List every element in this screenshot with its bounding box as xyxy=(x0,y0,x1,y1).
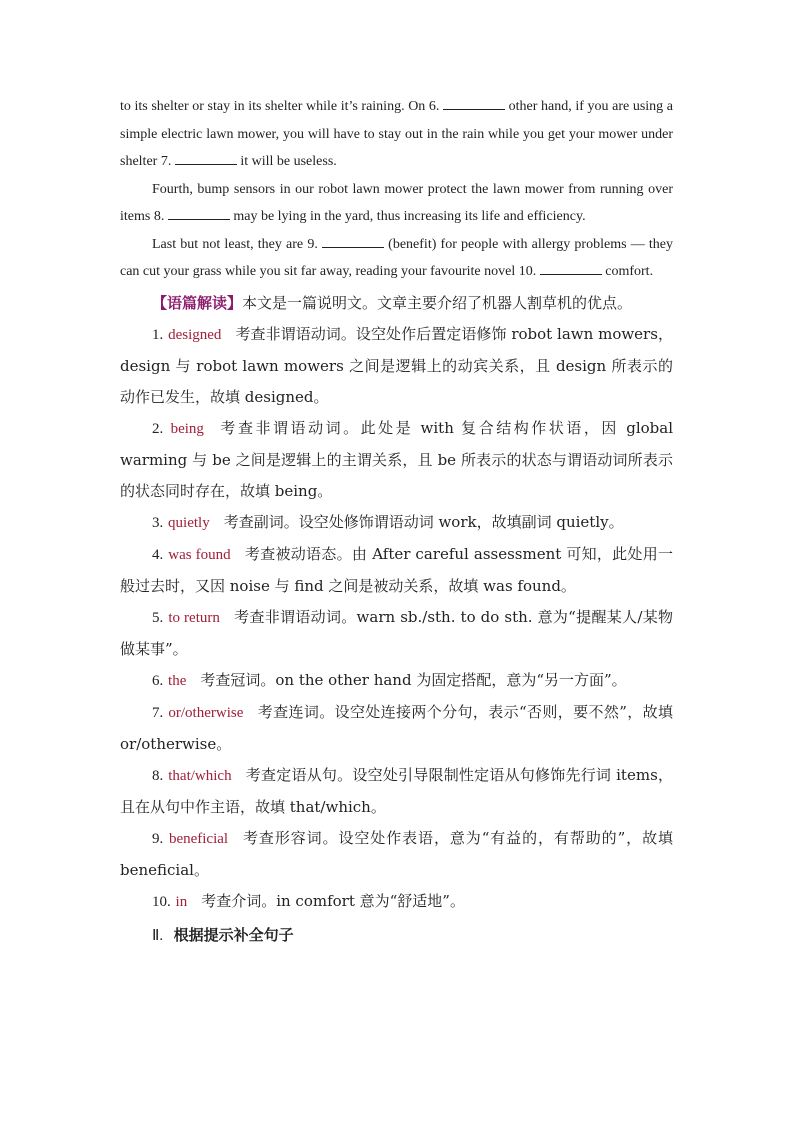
answer-value: was found xyxy=(168,546,231,563)
answer-item xyxy=(120,539,673,602)
passage-text: comfort. xyxy=(601,264,654,279)
answer-item xyxy=(120,413,673,507)
page-content xyxy=(120,93,673,952)
answer-value: beneficial xyxy=(168,830,229,847)
answer-number: 4. xyxy=(152,546,164,563)
section-title: 根据提示补全句子 xyxy=(173,925,294,944)
blank-10 xyxy=(540,262,602,275)
blank-7 xyxy=(175,152,237,165)
answer-item xyxy=(120,319,673,413)
passage-text: other hand, if you are using a simple electric lawn mower, you will have to stay out in the rain while you get your mower under shelter 7. xyxy=(120,99,673,169)
answer-explanation: 考查非谓语动词。此处是 with 复合结构作状语，因 global warming 与 be 之间是逻辑上的主谓关系，且 be 所表示的状态与谓语动词所表示的状态同时存在，故填 being。 xyxy=(120,418,673,500)
answer-item xyxy=(120,760,673,823)
analysis-tag: 【语篇解读】 xyxy=(152,293,243,312)
section-heading xyxy=(120,920,673,952)
passage-text: (benefit) for people with allergy problems — they can cut your grass while you sit far away, reading your favourite novel 10. xyxy=(120,236,673,279)
answer-explanation: 考查连词。设空处连接两个分句，表示“否则，要不然”，故填 or/otherwise。 xyxy=(120,702,673,753)
answer-item xyxy=(120,697,673,760)
answer-explanation: 考查介词。in comfort 意为“舒适地”。 xyxy=(201,891,465,910)
answer-list xyxy=(120,319,673,918)
passage-paragraph-3 xyxy=(120,231,673,286)
passage-text: to its shelter or stay in its shelter while it’s raining. On 6. xyxy=(120,99,444,114)
answer-item xyxy=(120,507,673,539)
answer-explanation: 考查副词。设空处修饰谓语动词 work，故填副词 quietly。 xyxy=(223,512,624,531)
passage-text: may be lying in the yard, thus increasing its life and efficiency. xyxy=(229,209,586,224)
answer-explanation: 考查非谓语动词。设空处作后置定语修饰 robot lawn mowers，design 与 robot lawn mowers 之间是逻辑上的动宾关系，且 design 所表示的动作已发生，故填 designed。 xyxy=(120,324,673,406)
answer-value: to return xyxy=(168,609,220,626)
passage-text: Last but not least, they are 9. xyxy=(152,236,322,252)
answer-number: 8. xyxy=(152,767,164,784)
answer-explanation: 考查定语从句。设空处引导限制性定语从句修饰先行词 items，且在从句中作主语，故填 that/which。 xyxy=(120,765,673,816)
answer-number: 10. xyxy=(152,893,171,910)
answer-explanation: 考查非谓语动词。warn sb./sth. to do sth. 意为“提醒某人/某物做某事”。 xyxy=(120,607,673,658)
answer-number: 7. xyxy=(152,704,164,721)
analysis-intro xyxy=(120,288,673,319)
blank-9 xyxy=(322,235,384,248)
passage-text: Fourth, bump sensors in our robot lawn mower protect the lawn mower from running over items 8. xyxy=(120,181,673,224)
answer-number: 2. xyxy=(152,420,164,437)
analysis-intro-text: 本文是一篇说明文。文章主要介绍了机器人割草机的优点。 xyxy=(242,293,633,312)
answer-number: 3. xyxy=(152,514,164,531)
answer-number: 1. xyxy=(152,326,164,343)
blank-8 xyxy=(168,207,230,220)
answer-value: the xyxy=(168,672,187,689)
passage-paragraph-2 xyxy=(120,176,673,231)
answer-number: 6. xyxy=(152,672,164,689)
answer-value: or/otherwise xyxy=(168,704,244,721)
answer-number: 9. xyxy=(152,830,164,847)
answer-number: 5. xyxy=(152,609,164,626)
answer-explanation: 考查形容词。设空处作表语，意为“有益的，有帮助的”，故填 beneficial。 xyxy=(120,828,673,879)
answer-value: quietly xyxy=(168,514,210,531)
answer-item xyxy=(120,602,673,665)
passage-text: it will be useless. xyxy=(236,154,337,169)
answer-value: being xyxy=(170,420,204,437)
answer-explanation: 考查被动语态。由 After careful assessment 可知，此处用一般过去时，又因 noise 与 find 之间是被动关系，故填 was found。 xyxy=(120,544,673,595)
answer-value: designed xyxy=(168,326,222,343)
answer-value: that/which xyxy=(168,767,232,784)
answer-explanation: 考查冠词。on the other hand 为固定搭配，意为“另一方面”。 xyxy=(200,670,627,689)
answer-item xyxy=(120,665,673,697)
passage-paragraph-1 xyxy=(120,93,673,176)
blank-6 xyxy=(443,97,505,110)
section-number: Ⅱ. xyxy=(152,927,164,944)
answer-item xyxy=(120,823,673,886)
answer-value: in xyxy=(175,893,188,910)
answer-item xyxy=(120,886,673,918)
